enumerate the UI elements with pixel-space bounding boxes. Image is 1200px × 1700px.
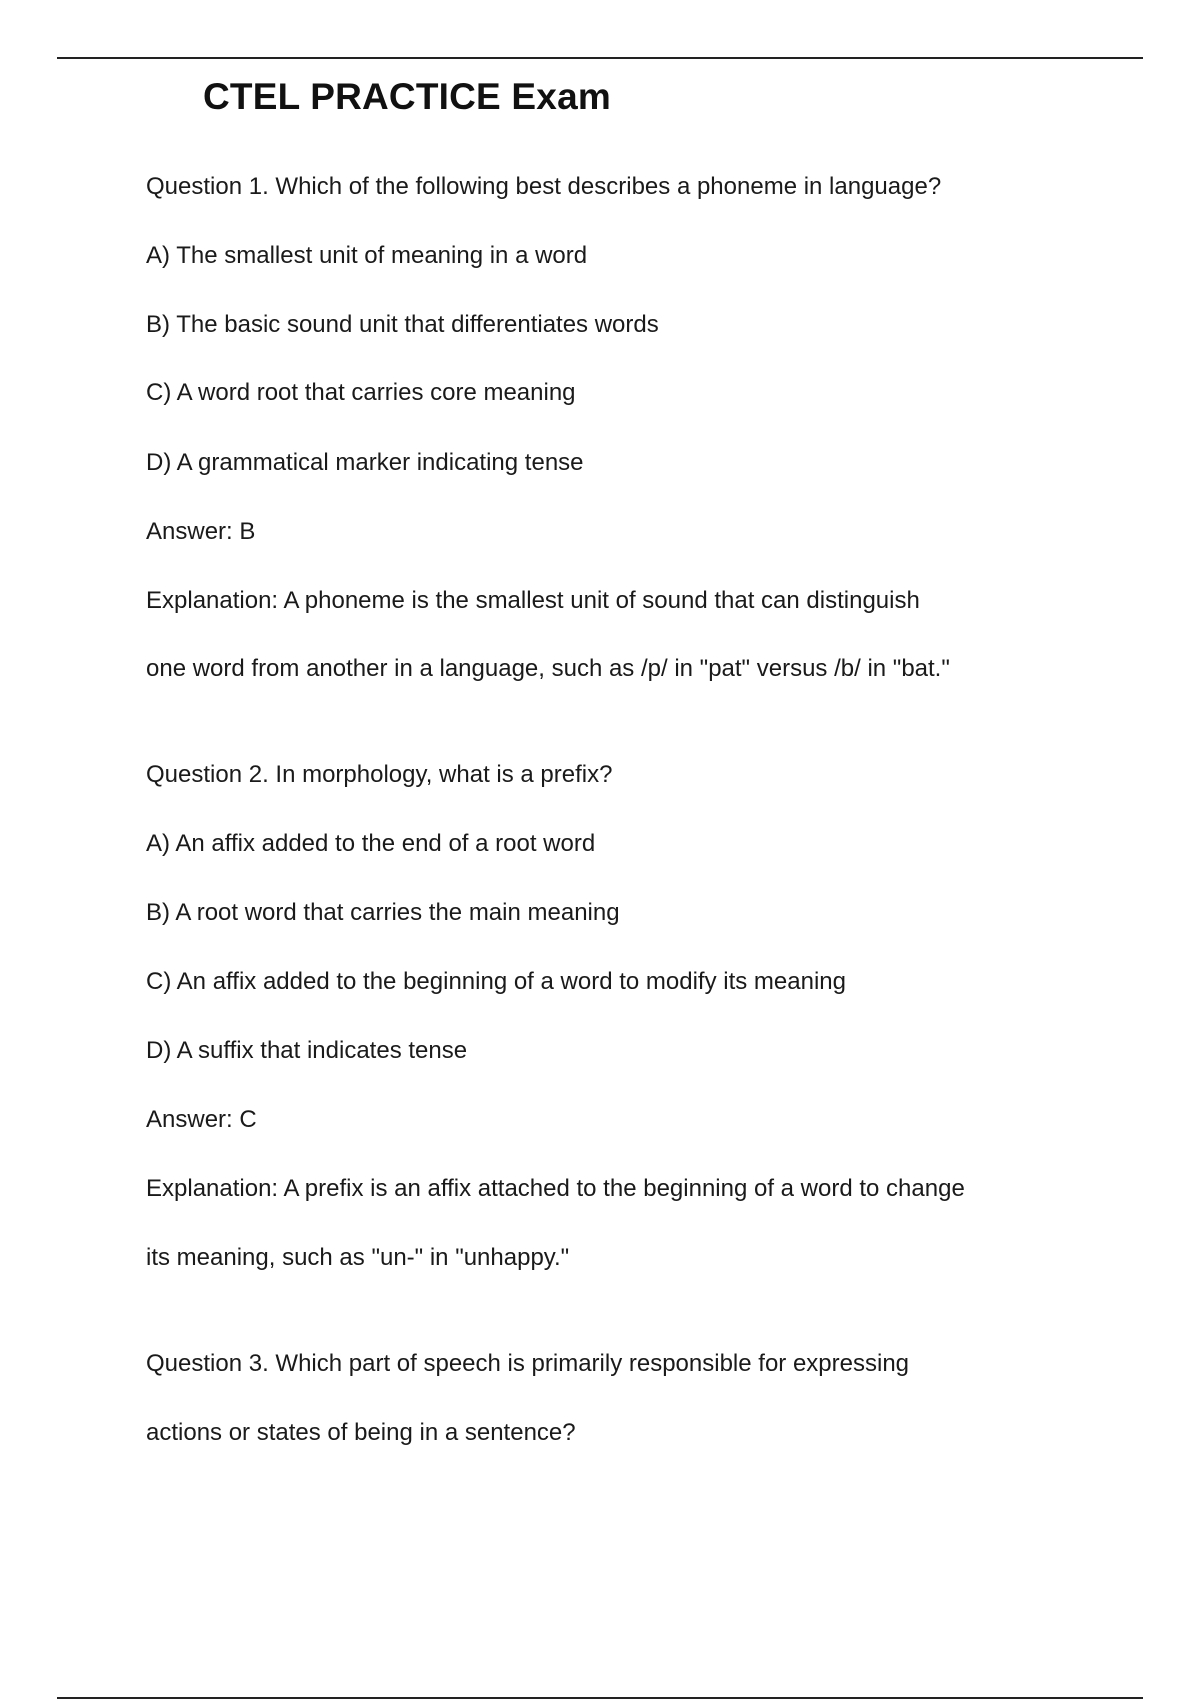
question-3-prompt-line-1: Question 3. Which part of speech is primarily responsible for expressing xyxy=(146,1350,910,1377)
bottom-rule xyxy=(57,1697,1143,1699)
question-2-option-d: D) A suffix that indicates tense xyxy=(146,1037,468,1064)
question-2-prompt: Question 2. In morphology, what is a prefix? xyxy=(146,761,613,788)
question-2-option-a: A) An affix added to the end of a root word xyxy=(146,830,596,857)
question-1-prompt: Question 1. Which of the following best describes a phoneme in language? xyxy=(146,173,942,200)
page-title: CTEL PRACTICE Exam xyxy=(203,76,611,117)
question-2-option-b: B) A root word that carries the main meaning xyxy=(146,899,620,926)
top-rule xyxy=(57,57,1143,59)
question-1-option-d: D) A grammatical marker indicating tense xyxy=(146,449,584,476)
question-1-option-c: C) A word root that carries core meaning xyxy=(146,379,576,406)
question-2-explanation-line-2: its meaning, such as "un-" in "unhappy." xyxy=(146,1244,570,1271)
question-1-explanation-line-2: one word from another in a language, such as /p/ in "pat" versus /b/ in "bat." xyxy=(146,655,950,682)
question-1-explanation-line-1: Explanation: A phoneme is the smallest unit of sound that can distinguish xyxy=(146,587,920,614)
question-1-option-a: A) The smallest unit of meaning in a word xyxy=(146,242,588,269)
question-2-answer: Answer: C xyxy=(146,1106,257,1133)
question-2-option-c: C) An affix added to the beginning of a word to modify its meaning xyxy=(146,968,846,995)
question-1-option-b: B) The basic sound unit that differentiates words xyxy=(146,311,659,338)
question-2-explanation-line-1: Explanation: A prefix is an affix attached to the beginning of a word to change xyxy=(146,1175,965,1202)
question-3-prompt-line-2: actions or states of being in a sentence? xyxy=(146,1419,576,1446)
question-1-answer: Answer: B xyxy=(146,518,256,545)
